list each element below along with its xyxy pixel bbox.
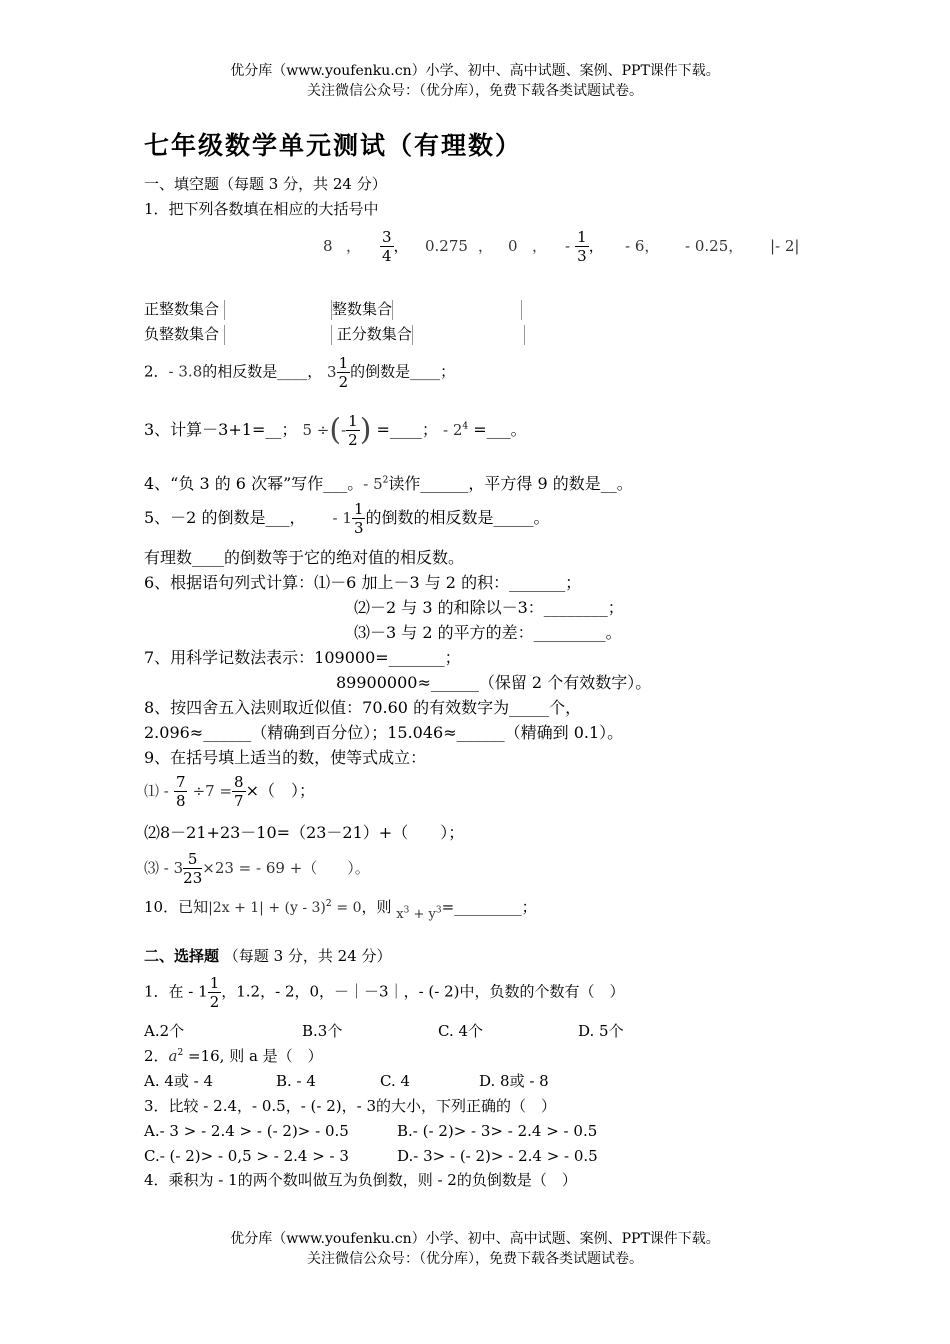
q8-b: 2.096≈______（精确到百分位）；15.046≈______（精确到 0.1）。	[144, 723, 624, 742]
s2-q4: 4．乘积为 - 1的两个数叫做互为负倒数，则 - 2的负倒数是（ ）	[144, 1171, 577, 1189]
q1-comma-1: ，	[346, 237, 362, 255]
q8-a: 8、按四舍五入法则取近似值：70.60 的有效数字为_____个，	[144, 698, 582, 717]
header-line-1: 优分库（www.youfenku.cn）小学、初中、高中试题、案例、PPT课件下载。	[230, 63, 720, 79]
q7-b: 89900000≈______（保留 2 个有效数字）。	[336, 673, 652, 692]
s2-q3-option-b: B.- (- 2)> - 3> - 2.4 > - 0.5	[397, 1122, 598, 1140]
q1-comma-2: ，	[478, 237, 494, 255]
q4: 4、“负 3 的 6 次幂”写作___。- $5^2$读作______，平方得 9 的数是__。	[144, 474, 633, 493]
s2-q3-option-a: A.- 3 > - 2.4 > - (- 2)> - 0.5	[144, 1122, 349, 1140]
q2: 2．- 3.8的相反数是____， 3 $\frac{1}{2}$ 的倒数是____；	[144, 354, 456, 391]
q5b: 有理数____的倒数等于它的绝对值的相反数。	[144, 548, 465, 567]
s2-q3-option-c: C.- (- 2)> - 0,5 > - 2.4 > - 3	[144, 1147, 349, 1165]
s2-q2-option-d: D. 8或 - 8	[479, 1072, 549, 1090]
q9-part1: ⑴ - $\frac{7}{8}$ ÷7 = $\frac{8}{7}$ ×（ ）；	[144, 773, 315, 810]
s2-q3-option-d: D.- 3> - (- 2)> - 2.4 > - 0.5	[397, 1147, 598, 1165]
s2-q1: 1．在 - 1 $\frac{1}{2}$ ，1.2，- 2，0，－｜－3｜，- (- 2)中，负数的个数有（ ）	[144, 974, 625, 1011]
s2-q1-option-a: A.2个	[144, 1022, 185, 1040]
section2-heading: 二、选择题 （每题 3 分，共 24 分）	[144, 947, 392, 965]
s2-q2: 2．$a^2 =16$, 则 a 是（ ）	[144, 1047, 323, 1065]
s2-q3: 3．比较 - 2.4，- 0.5，- (- 2)，- 3的大小，下列正确的（ ）	[144, 1097, 556, 1115]
frac-numerator: 3	[382, 228, 392, 246]
q7-a: 7、用科学记数法表示：109000=_______；	[144, 648, 461, 667]
s2-q2-option-b: B. - 4	[276, 1072, 316, 1090]
set-integers-close	[521, 300, 522, 320]
q9-heading: 9、在括号填上适当的数，使等式成立：	[144, 748, 427, 767]
q1-num-neg6: - 6，	[625, 237, 660, 255]
frac-numerator: 1	[577, 228, 587, 246]
page-title: 七年级数学单元测试（有理数）	[144, 131, 523, 160]
q9-part2: ⑵8－21+23－10=（23－21）+（ ）；	[144, 823, 465, 842]
section1-heading: 一、填空题（每题 3 分，共 24 分）	[144, 175, 387, 193]
set-positive-fractions-close	[524, 325, 525, 345]
set-positive-integers: 正整数集合	[144, 300, 225, 320]
s2-q1-option-d: D. 5个	[578, 1022, 624, 1040]
q5: 5、－2 的倒数是___， - 1 $\frac{1}{3}$ 的倒数的相反数是_____。	[144, 500, 550, 537]
footer-line-2: 关注微信公众号：（优分库），免费下载各类试题试卷。	[307, 1251, 643, 1267]
frac-denominator: 4	[382, 247, 392, 265]
q1-num-8: 8	[323, 237, 333, 255]
s2-q1-option-b: B.3个	[302, 1022, 343, 1040]
q1-text: 1．把下列各数填在相应的大括号中	[144, 200, 379, 218]
q6-b: ⑵－2 与 3 的和除以－3：________；	[354, 598, 624, 617]
q1-num-abs-neg2: |- 2|	[770, 237, 800, 255]
q1-num-0: 0	[508, 237, 518, 255]
q1-num-neg025: - 0.25，	[685, 237, 744, 255]
q3: 3、计算－3+1=__； 5 ÷(- $\frac{1}{2}$ ) =____； - $2^4$ =___。	[144, 412, 527, 449]
q1-comma-3: ，	[532, 237, 548, 255]
q1-num-0275: 0.275	[425, 237, 468, 255]
s2-q2-option-c: C. 4	[380, 1072, 411, 1090]
footer-line-1: 优分库（www.youfenku.cn）小学、初中、高中试题、案例、PPT课件下载。	[230, 1231, 720, 1247]
q6-c: ⑶－3 与 2 的平方的差：_________。	[354, 623, 622, 642]
q6-a: 6、根据语句列式计算：⑴－6 加上－3 与 2 的积：_______；	[144, 573, 582, 592]
set-negative-integers: 负整数集合	[144, 325, 225, 345]
q9-part3: ⑶ - 3 $\frac{5}{23}$ ×23 = - 69 +（ ）。	[144, 850, 370, 887]
set-positive-fractions: 正分数集合	[331, 325, 413, 345]
s2-q1-option-c: C. 4个	[438, 1022, 484, 1040]
frac-denominator: 3	[577, 247, 587, 265]
s2-q2-option-a: A. 4或 - 4	[144, 1072, 214, 1090]
set-integers: 整数集合	[332, 300, 393, 318]
q10: 10．已知|2x + 1| + (y - 3)$^2$ = 0，则 $x^3$ + $y^3=\_\_\_\_\_\_\_\_\_$；	[144, 898, 537, 922]
q1-frac-3-4: $\frac{3}{4}$ ，	[382, 228, 409, 265]
q1-frac-neg-1-3: - $\frac{1}{3}$ ，	[565, 228, 604, 265]
header-line-2: 关注微信公众号：（优分库），免费下载各类试题试卷。	[307, 83, 643, 99]
